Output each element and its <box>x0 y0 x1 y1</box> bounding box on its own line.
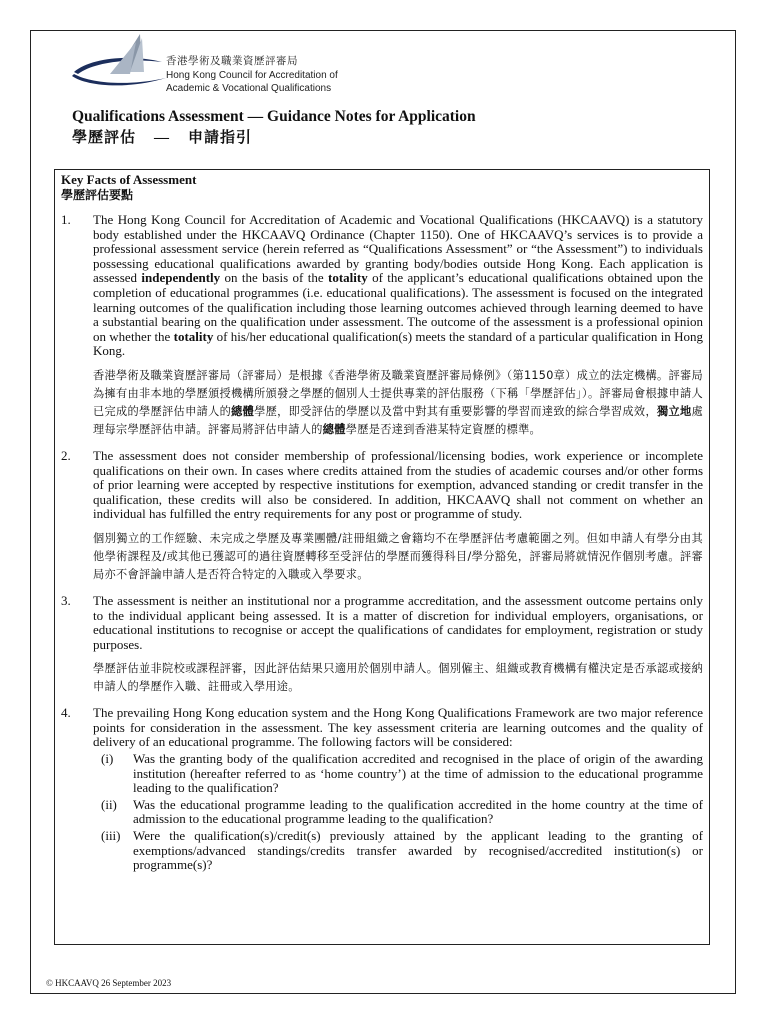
logo-name-en-line1: Hong Kong Council for Accreditation of <box>166 70 338 81</box>
text-run: on the basis of the <box>220 270 328 286</box>
item-text-zh: 個別獨立的工作經驗、未完成之學歷及專業團體/註冊組織之會籍均不在學歷評估考慮範圍之列。但如申請人有學分由其他學術課程及/或其他已獲認可的過往資歷轉移至受評估的學歷而獲得科目/學分豁免，評審局將就情況作個別考慮。評審局亦不會評論申請人是否符合特定的入職或入學要求。 <box>93 531 703 581</box>
list-item <box>61 213 703 439</box>
hkcaavq-emblem-icon <box>70 32 170 96</box>
bold-run: 總體 <box>322 422 346 436</box>
text-run: The Hong Kong Council for Accreditation of Academic and Vocational Qualifications (HKCAAVQ) is a statutory body established under the HKCAAVQ Ordinance (Chapter 1150). One of HKCAAVQ’s services is to provide a professional assessment service (herein referred as “Qualifications Assessment” or “the Assessment”) to individuals possessing educational qualifications awarded by granting body/bodies outside Hong Kong. Each application is assessed <box>93 212 703 286</box>
title-chinese <box>72 127 692 149</box>
list-item <box>61 706 703 873</box>
item-number: 2. <box>61 447 71 463</box>
item-text-en <box>93 213 703 359</box>
sub-item-text: Was the granting body of the qualification accredited and recognised in the place of origin of the awarding institution (hereafter referred to as ‘home country’) at the time of admission to the educational programme leading to the qualification? <box>133 751 703 796</box>
item-text-zh <box>93 367 703 439</box>
title-chinese-dash: — <box>154 130 171 146</box>
text-run: 香港學術及職業資歷評審局（評審局）是根據《香港學術及職業資歷評審局條例》（第1150章）成立的法定機構。評審局為擁有由非本地的學歷頒授機構所頒發之學歷的個別人士提供專業的評估服務（下稱「學歷評估」）。評審局會根據申請人已完成的學歷評估申請人的 <box>93 368 703 418</box>
key-facts-box <box>54 169 710 945</box>
bold-run: totality <box>327 270 368 286</box>
item-text-en: The assessment does not consider membership of professional/licensing bodies, work experience or incomplete qualifications on their own. In cases where credits attained from the studies of academic courses and/or other forms of prior learning were accepted by respective institutions for exemption, advanced standing or credit transfer in the qualification, these credits will also be considered. In addition, HKCAAVQ shall not comment on whether an individual has fulfilled the entry requirements for any post or programme of study. <box>93 447 703 522</box>
list-item <box>61 594 703 696</box>
text-run: 處理每宗學歷評估申請。評審局將評估申請人的 <box>93 404 703 436</box>
sub-item-number: (ii) <box>101 796 117 812</box>
item-text-zh: 學歷評估並非院校或課程評審，因此評估結果只適用於個別申請人。個別僱主、組織或教育機構有權決定是否承認或接納申請人的學歷作入職、註冊或入學用途。 <box>93 662 703 694</box>
sub-item <box>93 752 703 796</box>
text-run: 學歷，即受評估的學歷以及當中對其有重要影響的學習而達致的綜合學習成效， <box>254 404 657 418</box>
document-title <box>72 107 692 149</box>
hkcaavq-logo <box>70 32 360 96</box>
sub-item-number: (i) <box>101 751 114 767</box>
sub-item-number: (iii) <box>101 828 121 844</box>
bold-run: totality <box>173 328 214 344</box>
item-text-en: The assessment is neither an institutional nor a programme accreditation, and the assessment outcome pertains only to the individual applicant being assessed. It is a matter of discretion for individual employers, organisations, or educational institutions to recognise or accept the qualifications of candidates for employment, registration or study purposes. <box>93 592 703 652</box>
title-english: Qualifications Assessment — Guidance Notes for Application <box>72 108 476 125</box>
sub-item-text: Was the educational programme leading to the qualification accredited in the home country at the time of admission to the educational programme leading to the qualification? <box>133 796 703 827</box>
text-run: 學歷是否達到香港某特定資歷的標準。 <box>345 422 542 436</box>
bold-run: independently <box>141 270 221 286</box>
text-run: of his/her educational qualification(s) meets the standard of a particular qualification in Hong Kong. <box>93 328 703 359</box>
title-chinese-left: 學歷評估 <box>72 130 137 146</box>
bold-run: 總體 <box>231 404 255 418</box>
item-number: 1. <box>61 212 71 227</box>
sub-item-text: Were the qualification(s)/credit(s) previously attained by the applicant leading to the granting of exemptions/advanced standings/credits transfer awarded by recognised/accredited institution(s) or programme(s)? <box>133 828 703 873</box>
title-chinese-right: 申請指引 <box>188 130 253 146</box>
copyright-footer: © HKCAAVQ 26 September 2023 <box>46 978 172 988</box>
item-number: 3. <box>61 592 71 608</box>
section-heading-zh: 學歷評估要點 <box>61 188 134 202</box>
item-text-en: The prevailing Hong Kong education system and the Hong Kong Qualifications Framework are two major reference points for consideration in the assessment. The key assessment criteria are learning outcomes and the quality of delivery of an educational programme. The following factors will be considered: <box>93 705 703 750</box>
section-heading-en: Key Facts of Assessment <box>61 172 197 187</box>
bold-run: 獨立地 <box>656 404 692 418</box>
text-run: of the applicant’s educational qualifications obtained upon the completion of educational programmes (i.e. educational qualifications). The assessment is focused on the integrated learning outcomes of the qualification including those learning outcomes achieved through learning deemed to have a substantial bearing on the qualification under assessment. The outcome of the assessment is a professional opinion on whether the <box>93 270 703 344</box>
sub-item <box>93 829 703 873</box>
list-item <box>61 449 703 584</box>
logo-name-zh: 香港學術及職業資歷評審局 <box>166 55 298 67</box>
item-number: 4. <box>61 705 71 721</box>
logo-name-en-line2: Academic & Vocational Qualifications <box>166 82 332 94</box>
sub-item <box>93 798 703 827</box>
